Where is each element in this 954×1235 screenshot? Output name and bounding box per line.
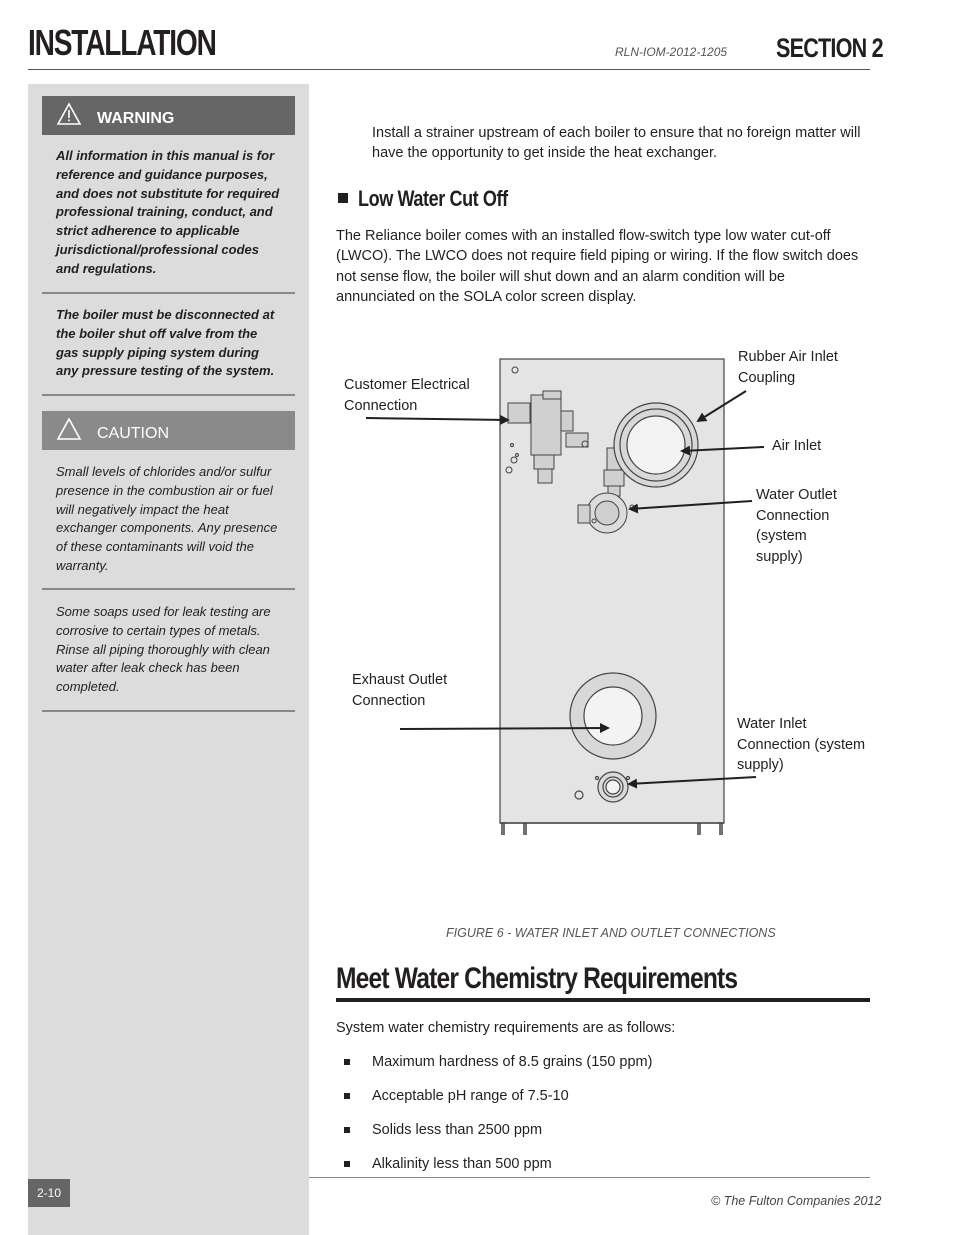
sidebar-divider — [42, 292, 295, 294]
list-item: Alkalinity less than 500 ppm — [344, 1154, 652, 1188]
air-inlet — [614, 403, 698, 487]
page-number: 2-10 — [28, 1179, 70, 1207]
list-item: Acceptable pH range of 7.5-10 — [344, 1086, 652, 1120]
cabinet-feet — [500, 823, 724, 835]
strainer-paragraph: Install a strainer upstream of each boiler to ensure that no foreign matter will have the opportunity to get inside the heat exchanger. — [372, 125, 861, 162]
warning-icon — [56, 102, 82, 126]
caution-icon — [56, 417, 82, 441]
chemistry-heading: Meet Water Chemistry Requirements — [336, 962, 738, 995]
bullet — [344, 1059, 350, 1065]
caution-label: CAUTION — [97, 425, 169, 442]
sidebar-divider — [42, 588, 295, 590]
exhaust-outlet — [570, 673, 656, 759]
warning-label: WARNING — [97, 110, 175, 127]
heading-rule — [336, 998, 870, 1002]
copyright: © The Fulton Companies 2012 — [711, 1194, 882, 1208]
bullet — [344, 1161, 350, 1167]
bullet — [344, 1093, 350, 1099]
chemistry-intro: System water chemistry requirements are as follows: — [336, 1020, 676, 1036]
label-exhaust-outlet: Exhaust Outlet Connection — [352, 672, 448, 709]
arrow-exhaust-outlet — [400, 728, 608, 729]
label-rubber-air-inlet: Rubber Air Inlet Coupling — [738, 349, 838, 386]
label-customer-electrical: Customer Electrical Connection — [344, 377, 470, 414]
arrow-customer-electrical — [366, 418, 508, 420]
list-item: Maximum hardness of 8.5 grains (150 ppm) — [344, 1052, 652, 1086]
footer-divider — [309, 1177, 870, 1178]
label-water-inlet: Water Inlet Connection (system supply) — [737, 716, 866, 773]
label-water-outlet: Water Outlet Connection (system supply) — [756, 487, 837, 565]
warning-header — [42, 96, 295, 135]
caution-text-chlorides: Small levels of chlorides and/or sulfur presence in the combustion air or fuel will negatively impact the heat exchanger components. Any presence of these contaminants will void the warranty. — [56, 464, 278, 573]
document-number: RLN-IOM-2012-1205 — [615, 45, 728, 59]
header-divider — [28, 69, 870, 70]
bullet — [344, 1127, 350, 1133]
sidebar-divider — [42, 710, 295, 712]
lwco-heading: Low Water Cut Off — [338, 186, 541, 212]
page-title: INSTALLATION — [28, 22, 216, 63]
warning-text-disconnect: The boiler must be disconnected at the boiler shut off valve from the gas supply piping system during any pressure testing of the system. — [56, 307, 275, 379]
section-label: SECTION 2 — [776, 33, 883, 63]
sidebar-divider — [42, 394, 295, 396]
label-air-inlet: Air Inlet — [772, 438, 822, 454]
chemistry-list — [344, 1052, 652, 1188]
figure-caption: FIGURE 6 - WATER INLET AND OUTLET CONNECTIONS — [446, 926, 776, 940]
caution-text-soaps: Some soaps used for leak testing are corrosive to certain types of metals. Rinse all piping thoroughly with clean water after leak check has been completed. — [56, 604, 271, 695]
lwco-paragraph: The Reliance boiler comes with an installed flow-switch type low water cut-off (LWCO). The LWCO does not require field piping or wiring. If the flow switch does not sense flow, the boiler will shut down and an alarm condition will be annunciated on the SOLA color screen display. — [336, 228, 859, 306]
warning-text-general: All information in this manual is for reference and guidance purposes, and does not substitute for required professional training, conduct, and strict adherence to applicable jurisdictional/professional codes and regulations. — [56, 148, 280, 276]
caution-header — [42, 411, 295, 450]
list-item: Solids less than 2500 ppm — [344, 1120, 652, 1154]
bullet-square — [338, 193, 348, 203]
